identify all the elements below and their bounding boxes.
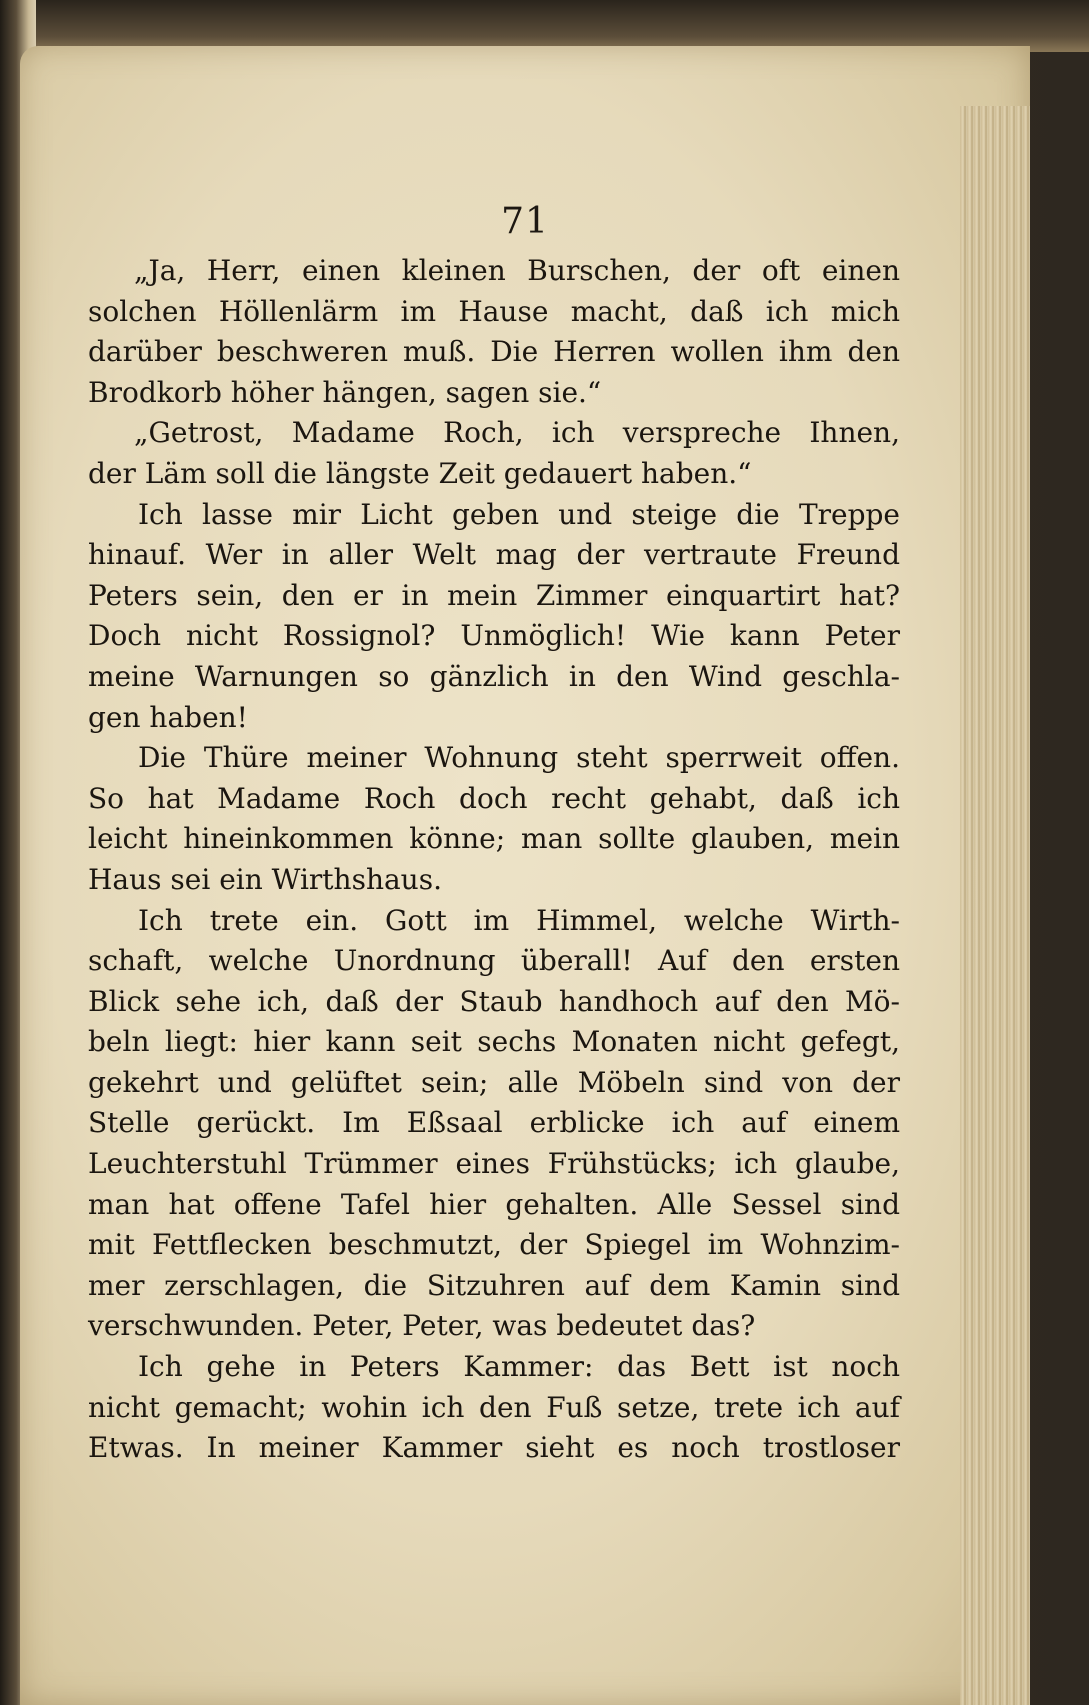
text-line: Peters sein, den er in mein Zimmer einquartirt hat? [88, 578, 900, 612]
text-line: gen haben! [88, 700, 248, 734]
text-line: beln liegt: hier kann seit sechs Monaten nicht gefegt, [88, 1025, 900, 1059]
text-line: verschwunden. Peter, Peter, was bedeutet das? [88, 1309, 756, 1343]
text-line: „Ja, Herr, einen kleinen Burschen, der oft einen [134, 254, 900, 287]
text-line: schaft, welche Unordnung überall! Auf den ersten [88, 944, 900, 978]
text-line: hinauf. Wer in aller Welt mag der vertraute Freund [88, 538, 900, 572]
text-line: Brodkorb höher hängen, sagen sie.“ [88, 375, 602, 409]
book-page [20, 46, 1030, 1705]
text-line: Die Thüre meiner Wohnung steht sperrweit offen. [138, 741, 900, 775]
text-line: mit Fettflecken beschmutzt, der Spiegel im Wohnzim- [88, 1228, 900, 1262]
text-line: Ich lasse mir Licht geben und steige die Treppe [138, 497, 900, 531]
page-number: 71 [501, 201, 549, 242]
text-line: solchen Höllenlärm im Hause macht, daß ich mich [88, 294, 900, 328]
text-line: gekehrt und gelüftet sein; alle Möbeln sind von der [88, 1065, 900, 1099]
body-text [88, 251, 900, 1469]
text-line: leicht hineinkommen könne; man sollte glauben, mein [88, 822, 900, 856]
text-line: „Getrost, Madame Roch, ich verspreche Ihnen, [134, 416, 900, 450]
page-stack-edges [960, 106, 1030, 1705]
text-line: Ich trete ein. Gott im Himmel, welche Wirth- [138, 903, 900, 937]
text-line: darüber beschweren muß. Die Herren wollen ihm den [88, 335, 900, 369]
text-line: mer zerschlagen, die Sitzuhren auf dem Kamin sind [88, 1268, 900, 1302]
text-line: nicht gemacht; wohin ich den Fuß setze, trete ich auf [88, 1390, 900, 1424]
book-cover-top [0, 0, 1089, 52]
text-line: Ich gehe in Peters Kammer: das Bett ist noch [138, 1350, 900, 1384]
text-line: Doch nicht Rossignol? Unmöglich! Wie kann Peter [88, 619, 900, 653]
text-line: Stelle gerückt. Im Eßsaal erblicke ich auf einem [88, 1106, 900, 1140]
text-line: Haus sei ein Wirthshaus. [88, 862, 442, 896]
text-line: der Läm soll die längste Zeit gedauert haben.“ [88, 456, 752, 490]
text-line: man hat offene Tafel hier gehalten. Alle Sessel sind [88, 1187, 900, 1221]
text-line: So hat Madame Roch doch recht gehabt, daß ich [88, 781, 900, 815]
text-line: meine Warnungen so gänzlich in den Wind geschla- [88, 659, 900, 693]
text-line: Blick sehe ich, daß der Staub handhoch auf den Mö- [88, 984, 900, 1018]
text-line: Leuchterstuhl Trümmer eines Frühstücks; ich glaube, [88, 1147, 900, 1181]
text-line: Etwas. In meiner Kammer sieht es noch trostloser [88, 1431, 900, 1465]
